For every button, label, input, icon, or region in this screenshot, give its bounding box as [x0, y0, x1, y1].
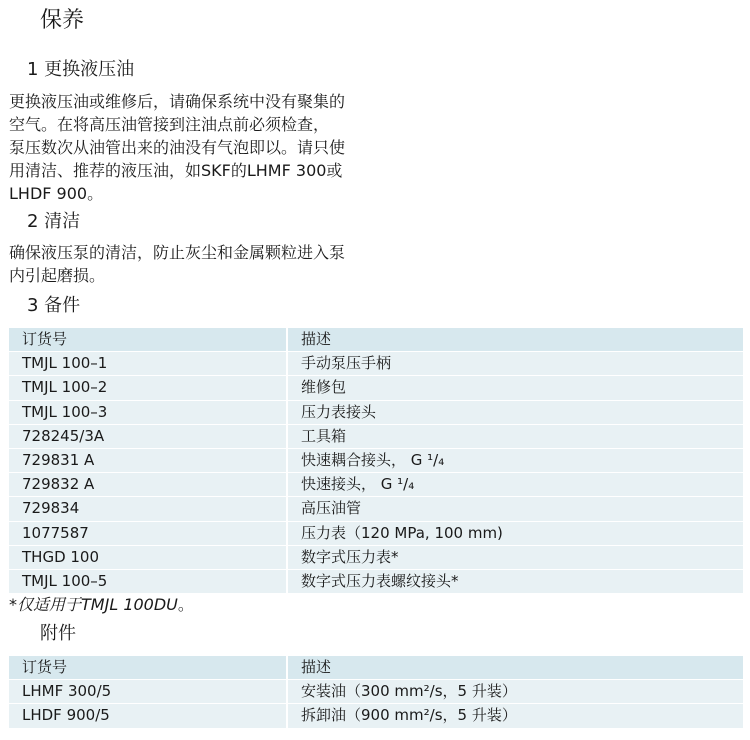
table-row	[9, 521, 743, 545]
text-line: 确保液压泵的清洁，防止灰尘和金属颗粒进入泵	[9, 243, 346, 262]
section-heading-cleaning: 2 清洁	[27, 211, 81, 232]
table-row	[9, 424, 743, 448]
description-cell: 压力表（120 MPa, 100 mm)	[287, 521, 743, 545]
table-row	[9, 376, 743, 400]
footnote-model: TMJL 100DU	[81, 595, 178, 614]
header-order-no: 订货号	[9, 328, 287, 352]
section-heading-oil-change: 1 更换液压油	[27, 59, 135, 80]
description-cell: 拆卸油（900 mm²/s，5 升装）	[287, 704, 743, 728]
footnote-prefix: *仅适用于	[9, 595, 82, 614]
text-line: LHDF 900。	[9, 184, 104, 203]
table-row	[9, 473, 743, 497]
description-cell: 维修包	[287, 376, 743, 400]
description-cell: 快速耦合接头， G ¹/₄	[287, 449, 743, 473]
order-no-cell: THGD 100	[9, 545, 287, 569]
order-no-cell: 729831 A	[9, 449, 287, 473]
table-row	[9, 570, 743, 594]
header-description: 描述	[287, 656, 743, 680]
section-heading-accessories: 附件	[40, 623, 76, 644]
order-no-cell: TMJL 100–3	[9, 400, 287, 424]
section-heading-spare-parts: 3 备件	[27, 295, 81, 316]
order-no-cell: 728245/3A	[9, 424, 287, 448]
order-no-cell: LHDF 900/5	[9, 704, 287, 728]
description-cell: 数字式压力表螺纹接头*	[287, 570, 743, 594]
description-cell: 手动泵压手柄	[287, 352, 743, 376]
table-header-row	[9, 328, 743, 352]
order-no-cell: LHMF 300/5	[9, 680, 287, 704]
description-cell: 工具箱	[287, 424, 743, 448]
text-line: 更换液压油或维修后，请确保系统中没有聚集的	[9, 92, 346, 111]
page-title: 保养	[40, 8, 85, 33]
description-cell: 高压油管	[287, 497, 743, 521]
header-description: 描述	[287, 328, 743, 352]
footnote	[9, 593, 194, 617]
description-cell: 快速接头， G ¹/₄	[287, 473, 743, 497]
header-order-no: 订货号	[9, 656, 287, 680]
order-no-cell: TMJL 100–1	[9, 352, 287, 376]
footnote-suffix: 。	[177, 595, 194, 614]
description-cell: 压力表接头	[287, 400, 743, 424]
order-no-cell: 729832 A	[9, 473, 287, 497]
table-row	[9, 680, 743, 704]
table-header-row	[9, 656, 743, 680]
table-row	[9, 704, 743, 728]
order-no-cell: TMJL 100–5	[9, 570, 287, 594]
accessories-table	[9, 656, 743, 729]
spare-parts-table	[9, 328, 743, 594]
text-line: 内引起磨损。	[9, 266, 106, 285]
description-cell: 安装油（300 mm²/s，5 升装）	[287, 680, 743, 704]
table-row	[9, 400, 743, 424]
order-no-cell: 1077587	[9, 521, 287, 545]
order-no-cell: 729834	[9, 497, 287, 521]
table-row	[9, 352, 743, 376]
text-line: 用清洁、推荐的液压油，如SKF的LHMF 300或	[9, 161, 343, 180]
oil-change-text	[9, 90, 429, 205]
description-cell: 数字式压力表*	[287, 545, 743, 569]
text-line: 泵压数次从油管出来的油没有气泡即以。请只使	[9, 138, 346, 157]
cleaning-text	[9, 241, 429, 287]
order-no-cell: TMJL 100–2	[9, 376, 287, 400]
table-row	[9, 545, 743, 569]
table-row	[9, 497, 743, 521]
table-row	[9, 449, 743, 473]
text-line: 空气。在将高压油管接到注油点前必须检查，	[9, 115, 330, 134]
